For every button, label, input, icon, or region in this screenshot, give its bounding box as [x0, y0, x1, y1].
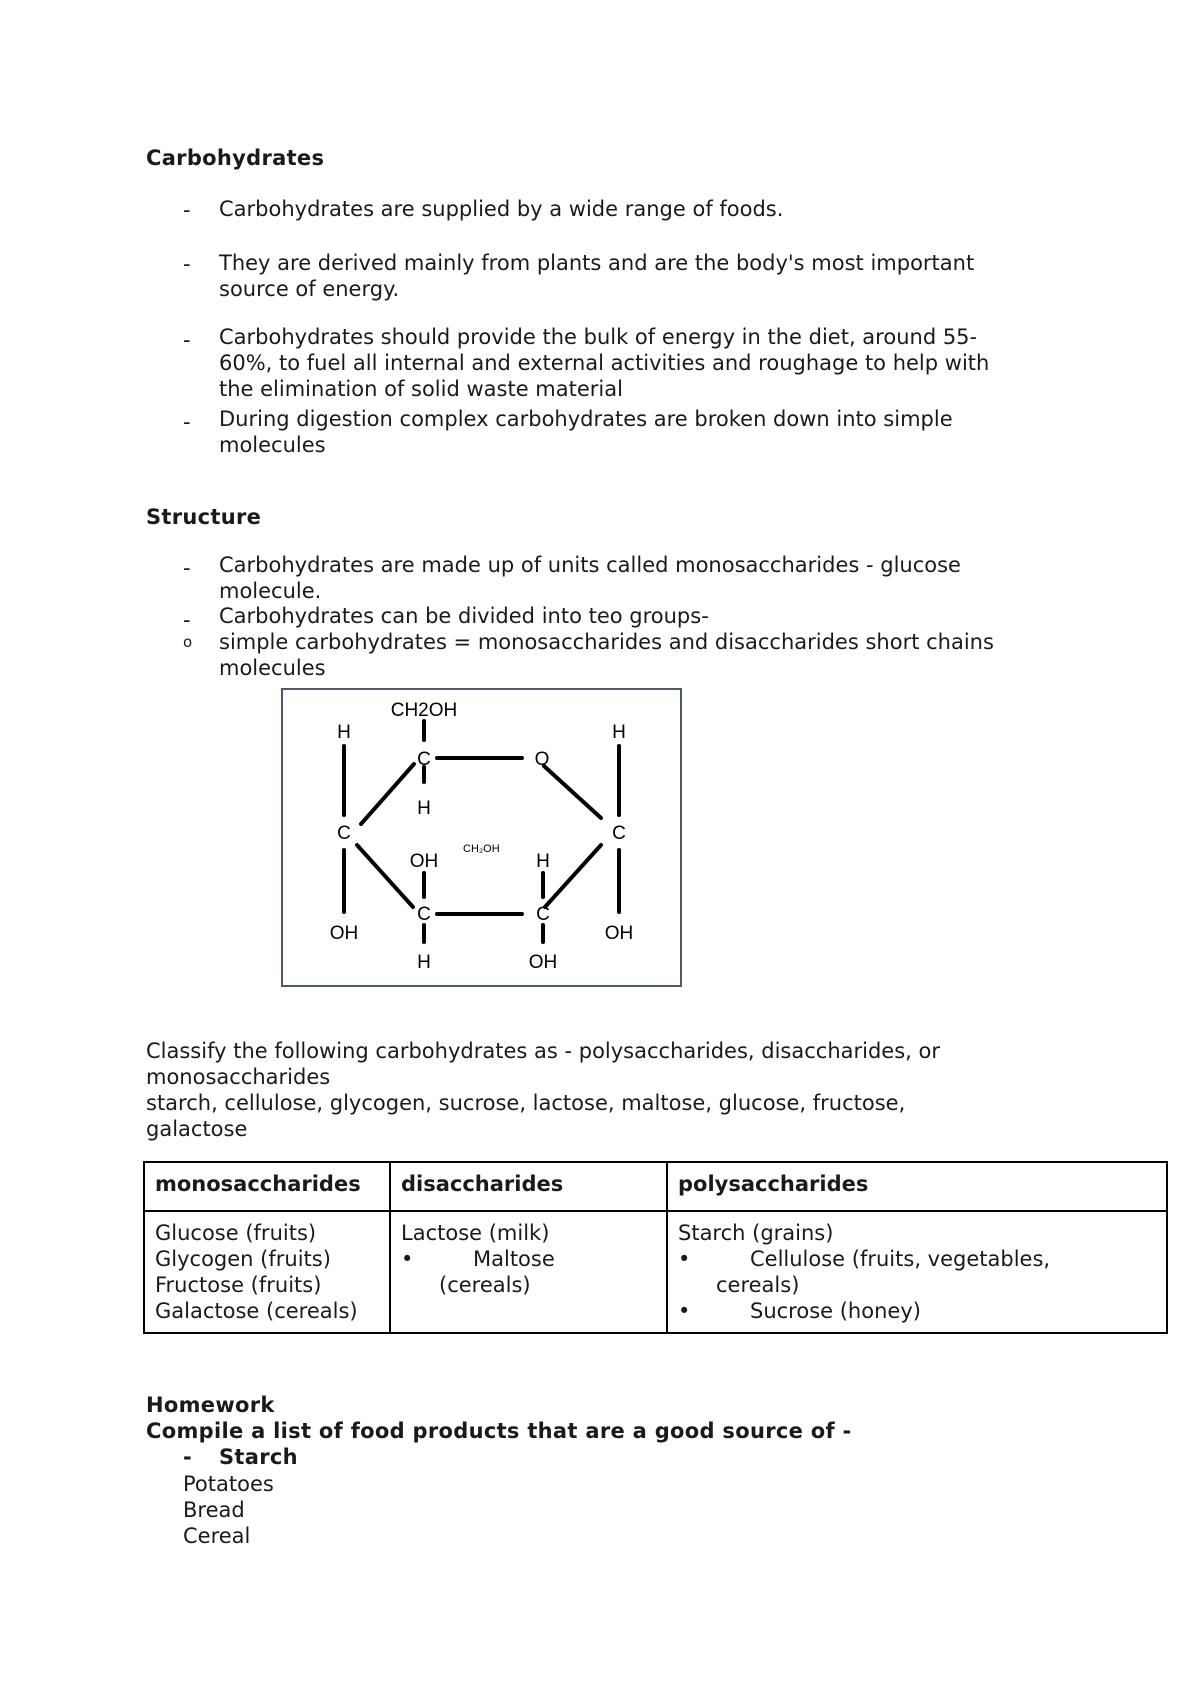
bond	[544, 766, 601, 818]
atom-label-ch2oh: CH2OH	[390, 700, 458, 721]
text-line: Carbohydrates can be divided into teo groups-	[219, 604, 709, 628]
atom-label-c: C	[536, 904, 550, 925]
text-line: molecules	[219, 433, 326, 457]
list-item: Galactose (cereals)	[155, 1299, 358, 1323]
list-item	[401, 1246, 656, 1272]
atom-label-oh: OH	[604, 923, 634, 944]
bullet: •	[401, 1247, 414, 1271]
text-line: Carbohydrates are supplied by a wide range of foods.	[219, 197, 784, 221]
atom-label-h: H	[417, 798, 431, 819]
text-line: 60%, to fuel all internal and external activities and roughage to help with	[219, 351, 990, 375]
atom-label-ch2oh-small: CH₂OH	[463, 843, 500, 855]
text-line: the elimination of solid waste material	[219, 377, 623, 401]
homework-starch: Starch	[219, 1445, 298, 1469]
classify-instructions	[146, 1038, 940, 1142]
list-item: Glucose (fruits)	[155, 1221, 317, 1245]
atom-label-oh: OH	[329, 923, 359, 944]
list-item: Lactose (milk)	[401, 1221, 550, 1245]
cell-monosaccharides	[144, 1211, 390, 1333]
header-polysaccharides: polysaccharides	[667, 1162, 1167, 1211]
atom-label-oh: OH	[409, 851, 439, 872]
circle-bullet: o	[183, 633, 193, 651]
bullet: •	[678, 1299, 691, 1323]
list-item: Glycogen (fruits)	[155, 1247, 331, 1271]
text-line: During digestion complex carbohydrates are broken down into simple	[219, 407, 953, 431]
structure-point-3	[219, 629, 994, 681]
table-header-row	[144, 1162, 1167, 1211]
bullet-dash: -	[183, 328, 191, 352]
text-line: molecules	[219, 656, 326, 680]
carb-point-4	[219, 406, 953, 458]
bullet-dash: -	[183, 252, 191, 276]
classification-table	[143, 1161, 1168, 1334]
bullet-dash: -	[183, 556, 191, 580]
text-line: source of energy.	[219, 277, 400, 301]
bullet-dash: -	[183, 608, 191, 632]
list-item-continued: (cereals)	[439, 1273, 531, 1297]
atom-label-c: C	[417, 749, 431, 770]
atom-label-h: H	[612, 722, 626, 743]
list-item: Fructose (fruits)	[155, 1273, 322, 1297]
text-line: simple carbohydrates = monosaccharides and disaccharides short chains	[219, 630, 994, 654]
header-monosaccharides: monosaccharides	[144, 1162, 390, 1211]
text-line: Carbohydrates should provide the bulk of energy in the diet, around 55-	[219, 325, 978, 349]
atom-label-c: C	[337, 823, 351, 844]
atom-label-h: H	[536, 851, 550, 872]
text: Sucrose (honey)	[750, 1299, 921, 1323]
structure-point-2	[219, 603, 709, 629]
bond-lines	[344, 721, 619, 942]
structure-point-1	[219, 552, 961, 604]
text: Maltose	[473, 1247, 555, 1271]
bullet: •	[678, 1247, 691, 1271]
section-heading-carbohydrates: Carbohydrates	[146, 146, 325, 170]
list-item-continued: cereals)	[716, 1273, 800, 1297]
atom-label-h: H	[337, 722, 351, 743]
atom-label-oh: OH	[528, 952, 558, 973]
cell-polysaccharides	[667, 1211, 1167, 1333]
section-heading-structure: Structure	[146, 505, 262, 529]
list-item: Bread	[183, 1498, 245, 1522]
text: Cellulose (fruits, vegetables,	[750, 1247, 1051, 1271]
list-item	[678, 1298, 1156, 1324]
starch-food-list	[183, 1471, 274, 1549]
bond	[545, 845, 601, 907]
list-item: Starch (grains)	[678, 1221, 834, 1245]
text-line: starch, cellulose, glycogen, sucrose, lactose, maltose, glucose, fructose,	[146, 1091, 906, 1115]
glucose-ring-svg	[283, 690, 680, 985]
bond	[357, 845, 413, 907]
cell-disaccharides	[390, 1211, 667, 1333]
text-line: galactose	[146, 1117, 248, 1141]
glucose-structure-diagram	[281, 688, 682, 987]
text-line: monosaccharides	[146, 1065, 331, 1089]
carb-point-2	[219, 250, 974, 302]
list-item: Potatoes	[183, 1472, 274, 1496]
atom-label-c: C	[417, 904, 431, 925]
text-line: Classify the following carbohydrates as - polysaccharides, disaccharides, or	[146, 1039, 941, 1063]
header-disaccharides: disaccharides	[390, 1162, 667, 1211]
homework-task: Compile a list of food products that are a good source of -	[146, 1419, 852, 1443]
bullet-dash: -	[183, 1445, 193, 1469]
bullet-dash: -	[183, 410, 191, 434]
carb-point-3	[219, 324, 989, 402]
table-row	[144, 1211, 1167, 1333]
text-line: Carbohydrates are made up of units called monosaccharides - glucose	[219, 553, 961, 577]
carb-point-1	[219, 196, 783, 222]
bullet-dash: -	[183, 198, 191, 222]
list-item	[678, 1246, 1156, 1272]
atom-label-o: O	[534, 749, 550, 770]
text-line: molecule.	[219, 579, 322, 603]
text-line: They are derived mainly from plants and are the body's most important	[219, 251, 975, 275]
section-heading-homework: Homework	[146, 1393, 275, 1417]
list-item: Cereal	[183, 1524, 251, 1548]
atom-label-c: C	[612, 823, 626, 844]
atom-label-h: H	[417, 952, 431, 973]
bond	[361, 764, 414, 824]
